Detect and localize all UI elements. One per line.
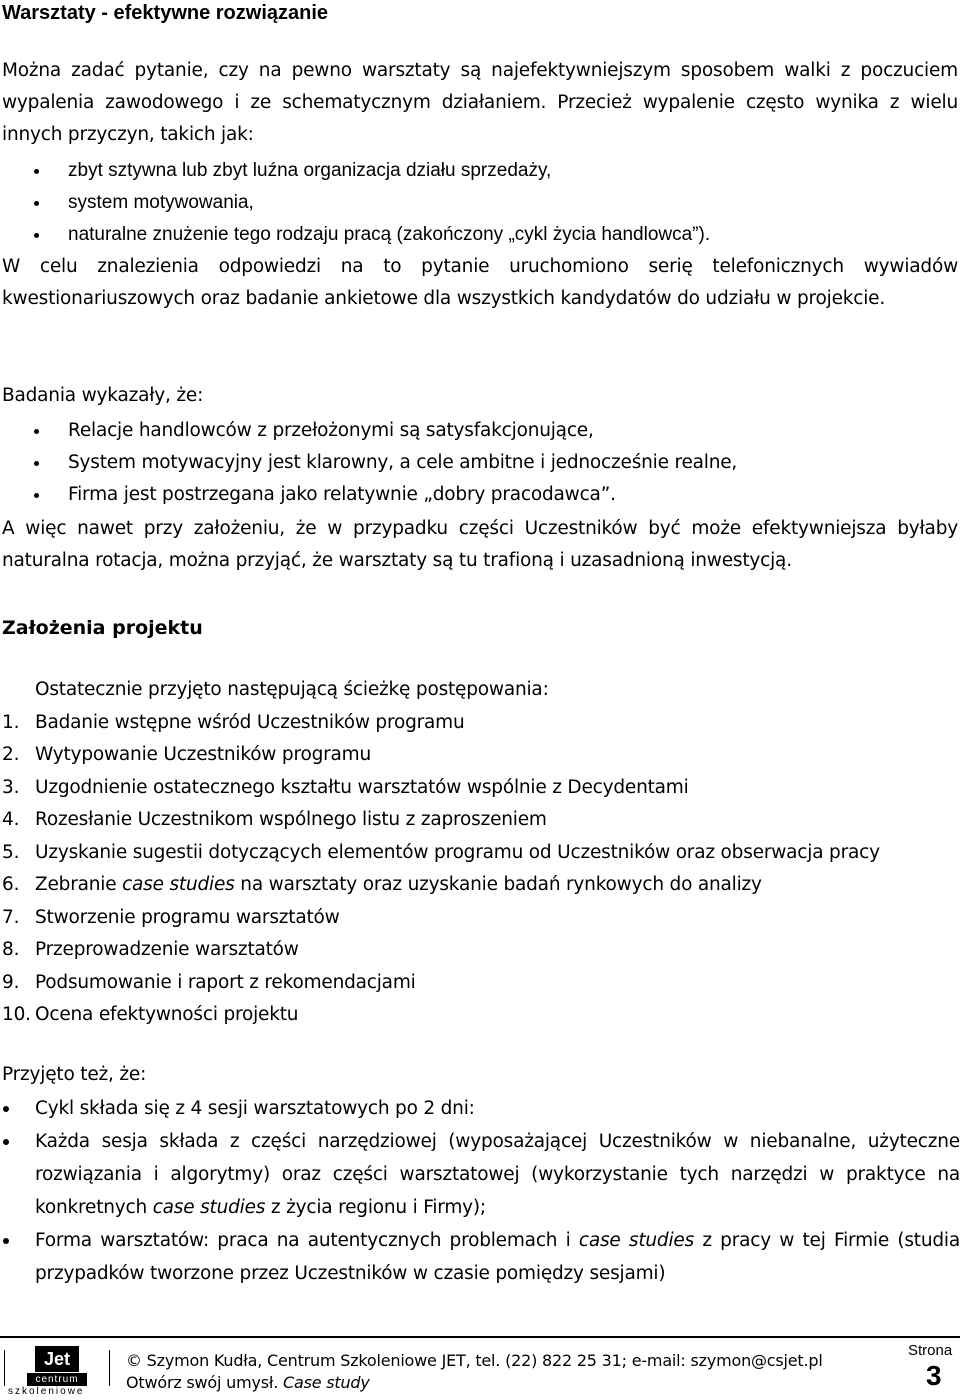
list-item: System motywacyjny jest klarowny, a cele ambitne i jednocześnie realne,	[0, 447, 960, 479]
step-number: 9.	[2, 971, 20, 993]
list-item	[0, 1224, 960, 1290]
research-intro: Badania wykazały, że:	[2, 385, 204, 406]
logo-centrum: centrum	[27, 1373, 87, 1386]
page-number: 3	[926, 1360, 942, 1391]
causes-list	[0, 155, 960, 251]
assumption-text-em: case studies	[578, 1230, 695, 1251]
logo-szkoleniowe: szkoleniowe	[8, 1386, 85, 1397]
list-item	[2, 902, 960, 935]
list-item: Relacje handlowców z przełożonymi są satysfakcjonujące,	[0, 415, 960, 447]
list-item: zbyt sztywna lub zbyt luźna organizacja działu sprzedaży,	[0, 155, 960, 187]
step-text: Rozesłanie Uczestnikom wspólnego listu z zaproszeniem	[35, 809, 547, 830]
list-item	[2, 837, 960, 870]
step-number: 7.	[2, 906, 20, 928]
step-number: 10.	[2, 1004, 31, 1025]
list-item: Firma jest postrzegana jako relatywnie „dobry pracodawca”.	[0, 479, 960, 511]
step-text: Badanie wstępne wśród Uczestników programu	[35, 711, 465, 733]
assumption-text-post: z pracy w tej Firmie (studia przypadków tworzone przez Uczestników w czasie pomiędzy sesjami)	[35, 1230, 960, 1284]
list-item	[2, 772, 960, 805]
footer-slogan	[126, 1372, 823, 1394]
assumption-text-pre: Forma warsztatów: praca na autentycznych problemach i	[35, 1230, 579, 1251]
step-text-post: na warsztaty oraz uzyskanie badań rynkowych do analizy	[234, 874, 762, 895]
step-text: Przeprowadzenie warsztatów	[35, 939, 299, 960]
step-number: 5.	[2, 841, 20, 863]
assumption-text-em: case studies	[152, 1197, 266, 1218]
step-text-em: case studies	[122, 874, 235, 895]
findings-list	[0, 415, 960, 511]
steps-list	[2, 674, 960, 1032]
step-number: 2.	[2, 744, 20, 765]
list-item	[2, 707, 960, 740]
list-item: system motywowania,	[0, 187, 960, 219]
assumption-text-post: z życia regionu i Firmy);	[265, 1197, 486, 1218]
step-text: Stworzenie programu warsztatów	[35, 906, 340, 928]
footer-slogan-em: Case study	[283, 1373, 370, 1392]
step-text: Wytypowanie Uczestników programu	[35, 744, 372, 765]
list-item	[2, 999, 960, 1032]
list-item	[2, 934, 960, 967]
step-text: Uzyskanie sugestii dotyczących elementów programu od Uczestników oraz obserwacja pracy	[35, 841, 880, 863]
list-item	[2, 739, 960, 772]
assumed-intro: Przyjęto też, że:	[2, 1064, 147, 1085]
section-heading: Warsztaty - efektywne rozwiązanie	[2, 2, 329, 24]
footer-slogan-pre: Otwórz swój umysł.	[126, 1373, 283, 1392]
logo-jet: Jet	[35, 1346, 79, 1372]
section-heading-2: Założenia projektu	[2, 617, 203, 639]
jet-logo	[4, 1346, 110, 1398]
step-text: Ocena efektywności projektu	[35, 1004, 299, 1025]
footer-copyright: © Szymon Kudła, Centrum Szkoleniowe JET, tel. (22) 822 25 31; e-mail: szymon@csjet.pl	[126, 1351, 823, 1370]
step-number: 3.	[2, 776, 20, 798]
intro-paragraph: Można zadać pytanie, czy na pewno warsztaty są najefektywniejszym sposobem walki z poczuciem wypalenia zawodowego i ze schematycznym działaniem. Przecież wypalenie często wynika z wielu innych przyczyn, takich jak:	[2, 60, 958, 145]
list-item	[0, 1125, 960, 1224]
assumption-text: Cykl składa się z 4 sesji warsztatowych po 2 dni:	[35, 1098, 475, 1119]
list-item	[2, 804, 960, 837]
footer-text	[126, 1350, 823, 1394]
assumption-text-pre: Każda sesja składa z części narzędziowej (wyposażającej Uczestników w niebanalne, użyteczne rozwiązania i algorytmy) oraz części warsztatowej (wykorzystanie tych narzędzi w praktyce na konkretnych	[35, 1131, 960, 1218]
step-text: Podsumowanie i raport z rekomendacjami	[35, 971, 416, 993]
list-item	[2, 869, 960, 902]
list-item	[2, 674, 960, 707]
list-item: naturalne znużenie tego rodzaju pracą (zakończony „cykl życia handlowca”).	[0, 219, 960, 251]
step-number: Ostatecznie przyjęto następującą ścieżkę postępowania:	[35, 679, 549, 700]
step-text: Uzgodnienie ostatecznego kształtu warsztatów wspólnie z Decydentami	[35, 776, 689, 798]
list-item	[2, 967, 960, 1000]
conclusion-paragraph: A więc nawet przy założeniu, że w przypadku części Uczestników być może efektywniejsza byłaby naturalna rotacja, można przyjąć, że warsztaty są tu trafioną i uzasadnioną inwestycją.	[2, 518, 958, 571]
footer-divider	[0, 1336, 960, 1338]
list-item	[0, 1092, 960, 1125]
assumptions-list	[0, 1092, 960, 1290]
step-number: 1.	[2, 711, 20, 733]
step-number: 8.	[2, 939, 20, 960]
step-text-pre: Zebranie	[35, 874, 123, 895]
research-paragraph: W celu znalezienia odpowiedzi na to pytanie uruchomiono serię telefonicznych wywiadów kwestionariuszowych oraz badanie ankietowe dla wszystkich kandydatów do udziału w projekcie.	[2, 256, 958, 309]
step-number: 4.	[2, 809, 20, 830]
step-number: 6.	[2, 874, 20, 895]
page-label: Strona	[908, 1342, 953, 1359]
